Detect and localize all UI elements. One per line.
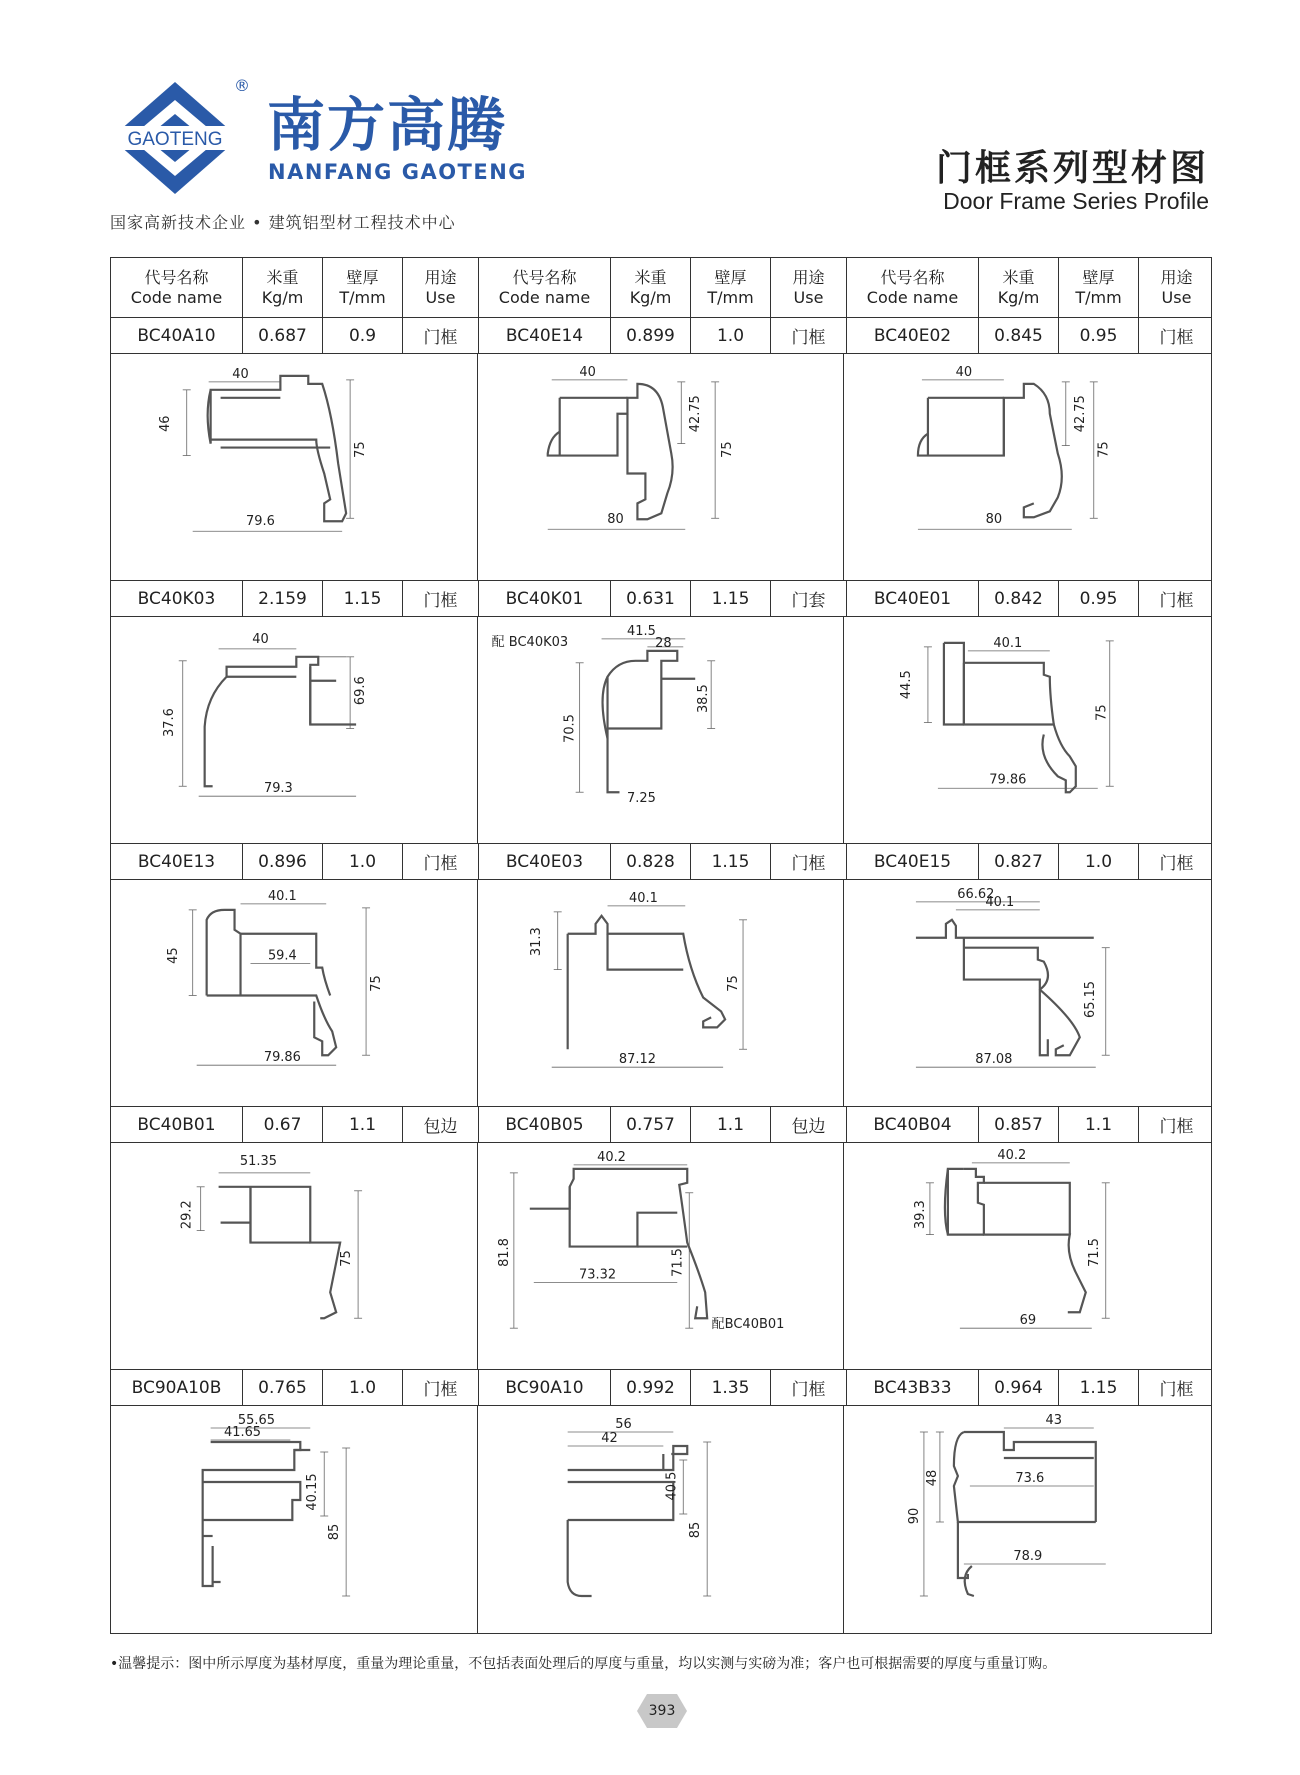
- header-code: 代号名称 Code name: [847, 258, 979, 317]
- pairing-note: 配BC40B01: [711, 1317, 785, 1332]
- profile-drawing: [478, 1406, 845, 1633]
- profile-svg: [111, 1406, 477, 1633]
- thickness-cell: 1.15: [691, 844, 771, 879]
- profile-outline: [547, 384, 672, 519]
- profile-svg: [844, 617, 1211, 843]
- spec-block: [479, 1107, 847, 1142]
- thickness-cell: 1.1: [323, 1107, 403, 1142]
- profile-outline: [964, 938, 1080, 1055]
- dimension-label: 40.2: [596, 1149, 626, 1165]
- profile-svg: [478, 1143, 844, 1369]
- dimension-label: 28: [654, 635, 672, 651]
- weight-cell: 0.757: [611, 1107, 691, 1142]
- code-cell: BC40E15: [847, 844, 979, 879]
- dimension-label: 40.2: [997, 1147, 1027, 1163]
- profile-drawing: [844, 880, 1211, 1106]
- dimension-label: 81.8: [496, 1238, 512, 1267]
- profile-svg: [111, 880, 477, 1106]
- use-cell: 门框: [1159, 854, 1194, 874]
- spec-row: [111, 1370, 1211, 1406]
- thickness-cell: 1.1: [691, 1107, 771, 1142]
- use-cell: 门套: [791, 591, 826, 611]
- dimension-label: 79.3: [263, 781, 293, 797]
- profile-svg: [111, 354, 477, 580]
- dimension-label: 40.1: [993, 635, 1023, 651]
- profile-svg: [478, 1406, 844, 1633]
- thickness-cell: 1.0: [1059, 844, 1139, 879]
- code-cell: BC40E13: [111, 844, 243, 879]
- weight-cell: 0.845: [979, 318, 1059, 353]
- profile-drawing: [844, 1143, 1211, 1369]
- profile-svg: [111, 617, 477, 843]
- spec-block: [847, 318, 1214, 353]
- profile-outline: [965, 1566, 974, 1596]
- dimension-label: 79.86: [263, 1050, 301, 1066]
- profile-outline: [607, 738, 619, 792]
- header-thickness: 壁厚 T/mm: [691, 258, 771, 317]
- code-cell: BC40B04: [847, 1107, 979, 1142]
- profile-outline: [918, 384, 1062, 517]
- header-thickness: 壁厚 T/mm: [1059, 258, 1139, 317]
- code-cell: BC40K03: [111, 581, 243, 616]
- dimension-label: 40.1: [267, 888, 297, 904]
- thickness-cell: 1.0: [323, 1370, 403, 1405]
- header-code: 代号名称 Code name: [479, 258, 611, 317]
- drawing-row: [111, 617, 1211, 844]
- drawing-row: [111, 880, 1211, 1107]
- header-row: [111, 258, 1211, 318]
- page-number: [637, 1694, 687, 1728]
- code-cell: BC40E03: [479, 844, 611, 879]
- dimension-label: 59.4: [267, 948, 297, 964]
- dimension-label: 38.5: [695, 684, 711, 714]
- drawing-row: [111, 354, 1211, 581]
- spec-block: [479, 844, 847, 879]
- profile-svg: [111, 1143, 477, 1369]
- weight-cell: 2.159: [243, 581, 323, 616]
- dimension-label: 48: [925, 1469, 941, 1487]
- dimension-label: 41.65: [223, 1424, 262, 1441]
- dimension-label: 65.15: [1083, 980, 1099, 1018]
- profile-outline: [964, 948, 1048, 990]
- dimension-label: 40: [252, 631, 269, 647]
- profile-drawing: [844, 617, 1211, 843]
- profile-outline: [964, 1169, 1086, 1312]
- dimension-label: 51.35: [239, 1153, 277, 1169]
- dimension-label: 7.25: [626, 791, 656, 807]
- profile-outline: [567, 1446, 687, 1470]
- header-weight: 米重 Kg/m: [979, 258, 1059, 317]
- profile-table: [110, 257, 1212, 1634]
- page-title-cn: 门框系列型材图: [935, 148, 1209, 189]
- dimension-label: 75: [353, 441, 369, 458]
- code-cell: BC90A10B: [111, 1370, 243, 1405]
- weight-cell: 0.687: [243, 318, 323, 353]
- dimension-label: 80: [985, 512, 1003, 528]
- dimension-label: 40: [955, 364, 973, 380]
- spec-block: [111, 1107, 479, 1142]
- dimension-label: 42.75: [1073, 395, 1089, 433]
- code-cell: BC40A10: [111, 318, 243, 353]
- drawing-row: [111, 1143, 1211, 1370]
- profile-drawing: [844, 354, 1211, 580]
- dimension-label: 90: [907, 1507, 923, 1525]
- dimension-label: 80: [606, 512, 624, 528]
- spec-block: [111, 1370, 479, 1405]
- profile-outline: [207, 910, 241, 996]
- weight-cell: 0.631: [611, 581, 691, 616]
- dimension-label: 69.6: [353, 676, 369, 706]
- profile-outline: [567, 916, 724, 1028]
- code-cell: BC40E02: [847, 318, 979, 353]
- dimension-label: 43: [1045, 1412, 1063, 1429]
- page-number-text: 393: [648, 1703, 676, 1719]
- profile-outline: [205, 727, 213, 787]
- dimension-label: 73.6: [1015, 1470, 1045, 1487]
- dimension-label: 56: [614, 1416, 632, 1433]
- code-cell: BC40E14: [479, 318, 611, 353]
- spec-block: [111, 844, 479, 879]
- weight-cell: 0.842: [979, 581, 1059, 616]
- profile-drawing: [111, 880, 478, 1106]
- dimension-label: 70.5: [562, 714, 578, 743]
- dimension-label: 75: [1095, 704, 1111, 721]
- dimension-label: 75: [369, 975, 385, 992]
- use-cell: 门框: [1159, 328, 1194, 348]
- thickness-cell: 1.15: [323, 581, 403, 616]
- dimension-label: 40.5: [663, 1471, 679, 1501]
- use-cell: 门框: [423, 328, 458, 348]
- profile-outline: [250, 1187, 310, 1243]
- dimension-label: 75: [725, 975, 741, 992]
- thickness-cell: 1.1: [1059, 1107, 1139, 1142]
- profile-outline: [567, 1520, 591, 1596]
- dimension-label: 45: [165, 947, 181, 964]
- profile-svg: [844, 354, 1211, 580]
- profile-drawing: [478, 354, 845, 580]
- dimension-label: 85: [327, 1523, 343, 1541]
- dimension-label: 79.6: [246, 514, 275, 530]
- use-cell: 门框: [423, 591, 458, 611]
- spec-block: [111, 318, 479, 353]
- header-use: 用途 Use: [792, 267, 825, 307]
- profile-svg: [844, 1143, 1211, 1369]
- profile-outline: [219, 1187, 341, 1318]
- drawing-row: [111, 1406, 1211, 1633]
- dimension-label: 85: [687, 1521, 703, 1539]
- profile-svg: [844, 880, 1211, 1106]
- thickness-cell: 1.35: [691, 1370, 771, 1405]
- thickness-cell: 0.9: [323, 318, 403, 353]
- weight-cell: 0.828: [611, 844, 691, 879]
- code-cell: BC40B05: [479, 1107, 611, 1142]
- profile-outline: [241, 934, 331, 996]
- code-cell: BC90A10: [479, 1370, 611, 1405]
- profile-svg: [844, 1406, 1211, 1633]
- profile-svg: [478, 354, 844, 580]
- profile-drawing: [478, 1143, 845, 1369]
- brand-name-cn: 南方高腾: [267, 91, 508, 159]
- dimension-label: 78.9: [1013, 1548, 1043, 1565]
- use-cell: 门框: [423, 854, 458, 874]
- spec-block: [847, 1107, 1214, 1142]
- spec-block: [847, 1370, 1214, 1405]
- dimension-label: 40: [232, 366, 249, 382]
- dimension-label: 41.5: [626, 623, 656, 639]
- spec-row: [111, 1107, 1211, 1143]
- dimension-label: 31.3: [528, 927, 544, 957]
- registered-mark: ®: [234, 76, 250, 95]
- dimension-label: 42: [600, 1430, 618, 1447]
- profile-outline: [207, 995, 337, 1055]
- profile-outline: [203, 1442, 301, 1586]
- profile-drawing: [844, 1406, 1211, 1633]
- weight-cell: 0.964: [979, 1370, 1059, 1405]
- profile-outline: [964, 663, 1054, 725]
- profile-outline: [916, 920, 1094, 938]
- logo-text: GAOTENG: [127, 129, 223, 150]
- pairing-note: 配 BC40K03: [491, 635, 569, 650]
- brand-tagline: 国家高新技术企业 • 建筑铝型材工程技术中心: [110, 213, 456, 232]
- dimension-label: 79.86: [989, 772, 1027, 788]
- dimension-label: 87.12: [618, 1052, 656, 1068]
- dimension-label: 73.32: [578, 1267, 616, 1283]
- dimension-label: 39.3: [913, 1200, 929, 1230]
- profile-svg: [478, 617, 844, 843]
- spec-row: [111, 844, 1211, 880]
- dimension-label: 37.6: [161, 708, 177, 737]
- profile-outline: [1040, 990, 1048, 1056]
- dimension-label: 46: [157, 415, 173, 432]
- spec-row: [111, 581, 1211, 617]
- use-cell: 门框: [1159, 1117, 1194, 1137]
- spec-block: [847, 844, 1214, 879]
- dimension-label: 75: [1097, 441, 1113, 458]
- profile-drawing: [111, 617, 478, 843]
- weight-cell: 0.896: [243, 844, 323, 879]
- thickness-cell: 0.95: [1059, 318, 1139, 353]
- brand-logo: [108, 78, 243, 198]
- profile-outline: [944, 643, 964, 725]
- dimension-label: 40.15: [305, 1473, 321, 1511]
- weight-cell: 0.765: [243, 1370, 323, 1405]
- thickness-cell: 1.0: [691, 318, 771, 353]
- dimension-label: 44.5: [899, 670, 915, 700]
- weight-cell: 0.827: [979, 844, 1059, 879]
- use-cell: 门框: [1159, 1380, 1194, 1400]
- spec-block: [111, 581, 479, 616]
- profile-drawing: [111, 1143, 478, 1369]
- dimension-label: 29.2: [179, 1200, 195, 1230]
- page-title-en: Door Frame Series Profile: [943, 188, 1209, 214]
- dimension-label: 55.65: [237, 1412, 276, 1429]
- profile-outline: [529, 1169, 706, 1318]
- header-thickness: 壁厚 T/mm: [323, 258, 403, 317]
- spec-row: [111, 318, 1211, 354]
- weight-cell: 0.899: [611, 318, 691, 353]
- weight-cell: 0.992: [611, 1370, 691, 1405]
- profile-outline: [958, 1522, 968, 1578]
- profile-outline: [569, 1187, 677, 1247]
- dimension-label: 87.08: [975, 1052, 1013, 1068]
- spec-block: [847, 581, 1214, 616]
- profile-drawing: [478, 617, 845, 843]
- use-cell: 门框: [791, 1380, 826, 1400]
- weight-cell: 0.857: [979, 1107, 1059, 1142]
- use-cell: 包边: [423, 1117, 458, 1137]
- dimension-label: 40.1: [985, 894, 1015, 910]
- dimension-label: 71.5: [669, 1248, 685, 1277]
- dimension-label: 42.75: [687, 395, 703, 433]
- dimension-label: 40: [579, 364, 596, 380]
- profile-drawing: [478, 880, 845, 1106]
- brand-name-en: NANFANG GAOTENG: [268, 160, 528, 184]
- profile-outline: [205, 657, 356, 727]
- dimension-label: 69: [1019, 1313, 1037, 1329]
- use-cell: 门框: [1159, 591, 1194, 611]
- spec-block: [479, 318, 847, 353]
- header-weight: 米重 Kg/m: [243, 258, 323, 317]
- dimension-label: 40.1: [628, 890, 658, 906]
- thickness-cell: 0.95: [1059, 581, 1139, 616]
- code-cell: BC43B33: [847, 1370, 979, 1405]
- spec-block: [479, 581, 847, 616]
- dimension-label: 75: [339, 1250, 355, 1267]
- code-cell: BC40K01: [479, 581, 611, 616]
- dimension-label: 71.5: [1087, 1238, 1103, 1267]
- thickness-cell: 1.15: [1059, 1370, 1139, 1405]
- weight-cell: 0.67: [243, 1107, 323, 1142]
- use-cell: 门框: [791, 854, 826, 874]
- use-cell: 门框: [423, 1380, 458, 1400]
- header-block: [111, 258, 479, 317]
- profile-outline: [607, 934, 683, 970]
- profile-outline: [607, 651, 677, 739]
- profile-svg: [478, 880, 844, 1106]
- profile-outline: [567, 1482, 673, 1520]
- thickness-cell: 1.0: [323, 844, 403, 879]
- header-use: 用途 Use: [424, 267, 457, 307]
- dimension-label: 75: [719, 441, 735, 458]
- thickness-cell: 1.15: [691, 581, 771, 616]
- footer-note: •温馨提示：图中所示厚度为基材厚度，重量为理论重量，不包括表面处理后的厚度与重量，均以实测与实磅为准；客户也可根据需要的厚度与重量订购。: [110, 1656, 1057, 1672]
- dimension-label: 66.62: [957, 886, 995, 902]
- profile-outline: [984, 1183, 1070, 1235]
- profile-drawing: [111, 1406, 478, 1633]
- header-weight: 米重 Kg/m: [611, 258, 691, 317]
- header-block: [479, 258, 847, 317]
- header-use: 用途 Use: [1160, 267, 1193, 307]
- code-cell: BC40E01: [847, 581, 979, 616]
- spec-block: [479, 1370, 847, 1405]
- profile-drawing: [111, 354, 478, 580]
- use-cell: 包边: [791, 1117, 826, 1137]
- use-cell: 门框: [791, 328, 826, 348]
- code-cell: BC40B01: [111, 1107, 243, 1142]
- profile-outline: [203, 1482, 301, 1520]
- header-block: [847, 258, 1214, 317]
- header-code: 代号名称 Code name: [111, 258, 243, 317]
